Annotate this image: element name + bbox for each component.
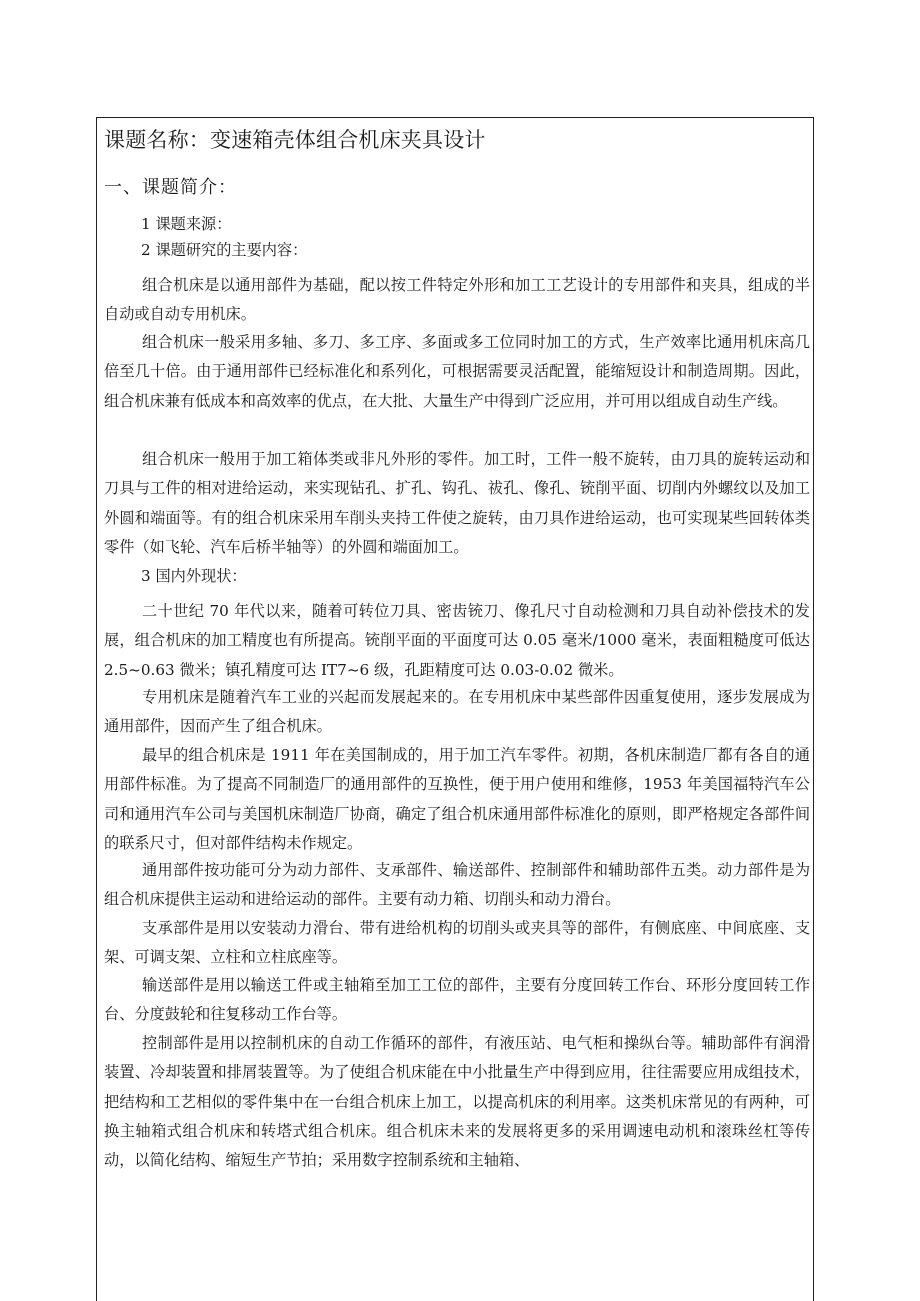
subheading-status: 3 国内外现状： bbox=[141, 567, 247, 585]
paragraph: 组合机床一般用于加工箱体类或非凡外形的零件。加工时，工件一般不旋转，由刀具的旋转运动和刀具与工件的相对进给运动，来实现钻孔、扩孔、钩孔、祓孔、像孔、铳削平面、切削内外螺纹以及加工外圆和端面等。有的组合机床采用车削头夹持工件使之旋转，由刀具作进给运动，也可实现某些回转体类零件（如飞轮、汽车后桥半轴等）的外圆和端面加工。 bbox=[104, 450, 810, 556]
paragraph: 控制部件是用以控制机床的自动工作循环的部件，有液压站、电气柜和操纵台等。辅助部件有润滑装置、冷却装置和排屑装置等。为了使组合机床能在中小批量生产中得到应用，往往需要应用成组技术，把结构和工艺相似的零件集中在一台组合机床上加工，以提高机床的利用率。这类机床常见的有两种，可换主轴箱式组合机床和转塔式组合机床。组合机床未来的发展将更多的采用调速电动机和滚珠丝杠等传动，以简化结构、缩短生产节拍；采用数字控制系统和主轴箱、 bbox=[104, 1034, 810, 1170]
paragraph: 专用机床是随着汽车工业的兴起而发展起来的。在专用机床中某些部件因重复使用，逐步发展成为通用部件，因而产生了组合机床。 bbox=[104, 688, 810, 736]
paragraph: 最早的组合机床是 1911 年在美国制成的，用于加工汽车零件。初期，各机床制造厂都有各自的通用部件标准。为了提高不同制造厂的通用部件的互换性，便于用户使用和维修，1953 年美国福特汽车公司和通用汽车公司与美国机床制造厂协商，确定了组合机床通用部件标准化的原则，即严格规定各部件间的联系尺寸，但对部件结构未作规定。 bbox=[104, 746, 810, 852]
paragraph: 组合机床一般采用多轴、多刀、多工序、多面或多工位同时加工的方式，生产效率比通用机床高几倍至几十倍。由于通用部件已经标准化和系列化，可根据需要灵活配置，能缩短设计和制造周期。因此，组合机床兼有低成本和高效率的优点，在大批、大量生产中得到广泛应用，并可用以组成自动生产线。 bbox=[104, 333, 810, 410]
document-title: 课题名称：变速箱壳体组合机床夹具设计 bbox=[104, 128, 486, 152]
paragraph: 通用部件按功能可分为动力部件、支承部件、输送部件、控制部件和辅助部件五类。动力部件是为组合机床提供主运动和进给运动的部件。主要有动力箱、切削头和动力滑台。 bbox=[104, 861, 810, 909]
paragraph: 支承部件是用以安装动力滑台、带有进给机构的切削头或夹具等的部件，有侧底座、中间底座、支架、可调支架、立柱和立柱底座等。 bbox=[104, 919, 810, 967]
subheading-main-content: 2 课题研究的主要内容： bbox=[141, 241, 308, 259]
paragraph: 输送部件是用以输送工件或主轴箱至加工工位的部件，主要有分度回转工作台、环形分度回转工作台、分度鼓轮和往复移动工作台等。 bbox=[104, 976, 810, 1024]
section-heading-intro: 一、课题简介： bbox=[104, 177, 237, 198]
document-table-frame bbox=[96, 117, 814, 1301]
paragraph: 组合机床是以通用部件为基础，配以按工件特定外形和加工工艺设计的专用部件和夹具，组成的半自动或自动专用机床。 bbox=[104, 276, 810, 324]
paragraph: 二十世纪 70 年代以来，随着可转位刀具、密齿铳刀、像孔尺寸自动检测和刀具自动补偿技术的发展，组合机床的加工精度也有所提高。铳削平面的平面度可达 0.05 毫米/1000 毫米，表面粗糙度可低达 2.5~0.63 微米；镇孔精度可达 IT7~6 级，孔距精度可达 0.03-0.02 微米。 bbox=[104, 602, 810, 679]
subheading-topic-source: 1 课题来源： bbox=[141, 215, 232, 233]
